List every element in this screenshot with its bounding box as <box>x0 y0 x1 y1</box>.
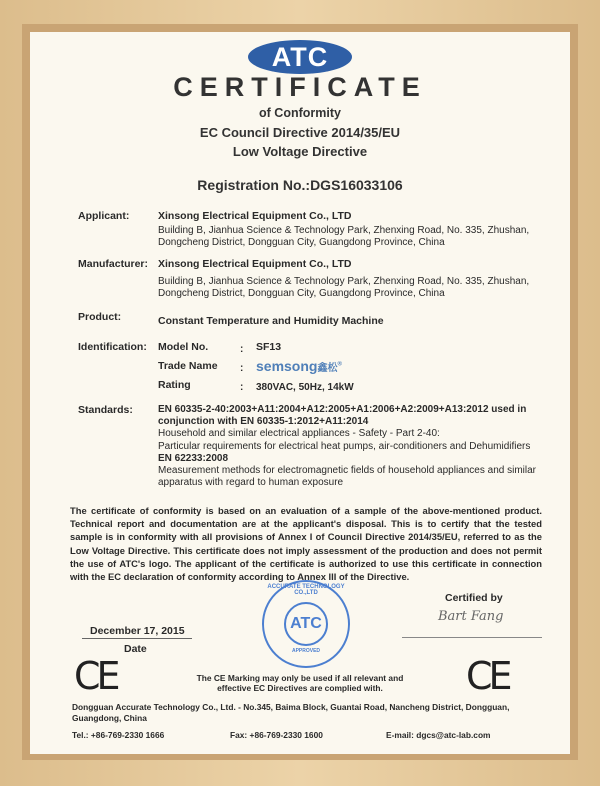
rating-value: 380VAC, 50Hz, 14kW <box>256 382 354 393</box>
manufacturer-address-2: Dongcheng District, Dongguan City, Guangdong Province, China <box>158 288 445 299</box>
conformity-statement: The certificate of conformity is based on an evaluation of a sample of the above-mentioned product. Technical report and documentation are at the applicant's disposal. This is to certify that the tested sample is in conformity with all provisions of Annex I of Council Directive 2014/35/EU, referred to as the Low Voltage Directive. This certificate does not imply assessment of the production and does not permit the use of ATC's logo. The applicant of the certificate is authorized to use this certificate in connection with the EC declaration of conformity according to Annex III of the Directive. <box>70 505 542 583</box>
signature: Bart Fang <box>438 609 504 624</box>
footer-address-2: Guangdong, China <box>72 713 147 723</box>
separator: : <box>240 382 244 393</box>
standards-label: Standards: <box>78 404 133 416</box>
certificate-title: CERTIFICATE <box>173 72 427 102</box>
ce-mark-right: CE <box>466 654 509 698</box>
subtitle-of-conformity: of Conformity <box>259 106 341 120</box>
trade-name-label: Trade Name <box>158 360 218 372</box>
stamp-ring-text: ACCURATE TECHNOLOGY CO.,LTD <box>267 584 345 596</box>
footer-email: E-mail: dgcs@atc-lab.com <box>386 730 491 740</box>
footer-fax: Fax: +86-769-2330 1600 <box>230 730 323 740</box>
model-value: SF13 <box>256 341 282 353</box>
product-label: Product: <box>78 311 122 323</box>
subtitle-directive: EC Council Directive 2014/35/EU <box>199 125 401 140</box>
atc-logo: ATC <box>248 40 352 74</box>
applicant-label: Applicant: <box>78 210 130 222</box>
separator: : <box>240 344 244 355</box>
ce-note-2: effective EC Directives are complied with. <box>217 683 383 693</box>
manufacturer-name: Xinsong Electrical Equipment Co., LTD <box>158 258 352 270</box>
ce-note-1: The CE Marking may only be used if all relevant and <box>196 673 404 683</box>
footer-address-1: Dongguan Accurate Technology Co., Ltd. - No.345, Baima Block, Guantai Road, Nancheng District, Dongguan, <box>72 702 510 712</box>
subtitle-lvd: Low Voltage Directive <box>232 144 368 159</box>
standards-list <box>158 404 568 489</box>
footer-tel: Tel.: +86-769-2330 1666 <box>72 730 165 740</box>
trade-name-text: semsong <box>256 358 318 374</box>
standard-line: Particular requirements for electrical heat pumps, air-conditioners and Dehumidifiers <box>158 440 531 452</box>
date-line <box>82 638 192 639</box>
applicant-name: Xinsong Electrical Equipment Co., LTD <box>158 210 352 222</box>
product-value: Constant Temperature and Humidity Machine <box>158 315 384 327</box>
standard-line: apparatus with regard to human exposure <box>158 477 344 489</box>
date-label: Date <box>124 643 147 655</box>
trade-name-chinese: 鑫松 <box>317 363 338 374</box>
applicant-address-2: Dongcheng District, Dongguan City, Guangdong Province, China <box>158 237 445 248</box>
standard-line: Household and similar electrical appliances - Safety - Part 2-40: <box>158 428 440 440</box>
ce-mark-left: CE <box>74 654 117 698</box>
standard-line: EN 62233:2008 <box>158 452 229 464</box>
standard-line: Measurement methods for electromagnetic fields of household appliances and similar <box>158 465 536 477</box>
applicant-address-1: Building B, Jianhua Science & Technology Park, Zhenxing Road, No. 335, Zhushan, <box>158 225 530 236</box>
trade-name-logo: semsong鑫松® <box>256 358 342 374</box>
standard-line: EN 60335-2-40:2003+A11:2004+A12:2005+A1:2006+A2:2009+A13:2012 used in <box>158 404 527 415</box>
standard-line: conjunction with EN 60335-1:2012+A11:2014 <box>158 416 369 428</box>
certificate-paper <box>30 32 570 754</box>
signature-line <box>402 637 542 638</box>
certified-by-label: Certified by <box>445 592 503 604</box>
stamp-sub-text: APPROVED <box>291 648 321 654</box>
separator: : <box>240 363 244 374</box>
rating-label: Rating <box>158 379 191 391</box>
issue-date: December 17, 2015 <box>90 625 185 637</box>
stamp-center: ATC <box>290 615 322 632</box>
manufacturer-label: Manufacturer: <box>78 258 149 270</box>
atc-approved-stamp <box>262 580 350 668</box>
identification-label: Identification: <box>78 341 147 353</box>
model-label: Model No. <box>158 341 209 353</box>
registration-number: Registration No.:DGS16033106 <box>197 177 403 193</box>
manufacturer-address-1: Building B, Jianhua Science & Technology Park, Zhenxing Road, No. 335, Zhushan, <box>158 276 530 287</box>
